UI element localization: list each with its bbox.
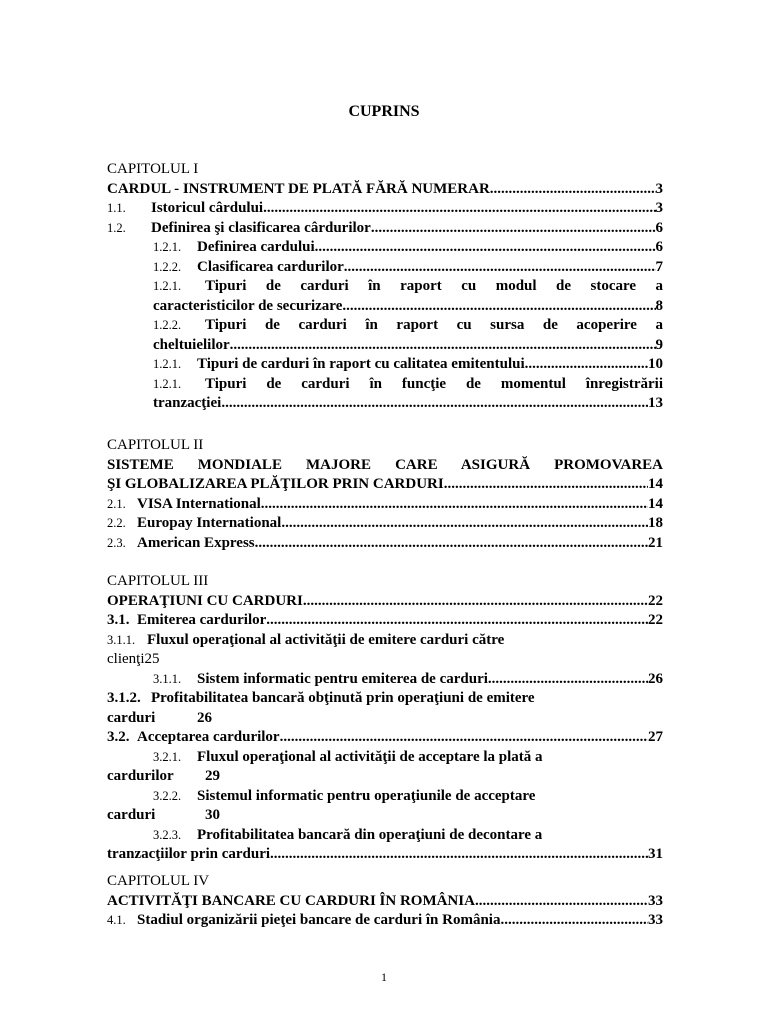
toc-entry[interactable]: 2.3. American Express ..... 21 [107,534,663,554]
toc-entry-continued[interactable]: ŞI GLOBALIZAREA PLĂŢILOR PRIN CARDURI ..... 14 [107,475,663,495]
chapter-4 [107,872,663,931]
toc-entry-continued[interactable]: tranzacţiilor prin carduri ..... 31 [107,845,663,865]
toc-entry[interactable]: 1.2.2. Clasificarea cardurilor ..... 7 [107,258,663,278]
chapter-label: CAPITOLUL I [107,161,199,177]
toc-entry[interactable]: 1.1. Istoricul cârdului ..... 3 [107,199,663,219]
toc-entry[interactable]: 1.2.1. Tipuri de carduri în raport cu calitatea emitentului ..... 10 [107,355,663,375]
toc-entry[interactable]: 3.1.2. Profitabilitatea bancară obţinută prin operaţiuni de emitere [107,690,535,706]
toc-entry[interactable]: OPERAŢIUNI CU CARDURI ..... 22 [107,592,663,612]
chapter-label: CAPITOLUL III [107,573,209,589]
toc-entry[interactable]: 1.2.1. Tipuri de carduri în raport cu modul de stocare a [153,278,663,294]
toc-entry-continued[interactable]: caracteristicilor de securizare ..... 8 [107,297,663,317]
toc-entry[interactable]: 1.2. Definirea şi clasificarea cârdurilor ..... 6 [107,219,663,239]
toc-entry[interactable]: 2.1. VISA International ..... 14 [107,495,663,515]
chapter-label: CAPITOLUL IV [107,873,210,889]
chapter-label: CAPITOLUL II [107,437,204,453]
chapter-2 [107,436,663,553]
toc-entry[interactable]: CARDUL - INSTRUMENT DE PLATĂ FĂRĂ NUMERAR ..... 3 [107,180,663,200]
toc-entry-continued[interactable]: cardurilor 29 [107,768,220,784]
toc-entry-continued[interactable]: cheltuielilor ..... 9 [107,336,663,356]
toc-entry-continued[interactable]: clienţi 25 [107,651,160,667]
page-title: CUPRINS [348,103,420,120]
toc-entry[interactable]: 3.2.3. Profitabilitatea bancară din operaţiuni de decontare a [153,826,543,843]
toc-entry-continued[interactable]: tranzacţiei ..... 13 [107,394,663,414]
toc-entry[interactable]: 1.2.1. Tipuri de carduri în funcţie de momentul înregistrării [153,375,663,392]
toc-entry[interactable]: 1.2.1. Definirea cardului ..... 6 [107,238,663,258]
toc-entry[interactable]: 2.2. Europay International ..... 18 [107,514,663,534]
page-number: 1 [381,970,387,984]
chapter-3 [107,572,663,865]
toc-entry[interactable]: 1.2.2. Tipuri de carduri în raport cu sursa de acoperire a [153,317,663,333]
toc-entry[interactable]: SISTEME MONDIALE MAJORE CARE ASIGURĂ PROMOVAREA [107,456,663,473]
toc-entry[interactable]: 3.1.1. Fluxul operaţional al activităţii de emitere carduri către [107,631,505,648]
toc-entry[interactable]: 3.2.1. Fluxul operaţional al activităţii de acceptare la plată a [153,748,543,765]
toc-entry[interactable]: ACTIVITĂŢI BANCARE CU CARDURI ÎN ROMÂNIA ..... 33 [107,892,663,912]
toc-entry[interactable]: 4.1. Stadiul organizării pieţei bancare de carduri în România ..... 33 [107,911,663,931]
toc-entry[interactable]: 3.2.2. Sistemul informatic pentru operaţiunile de acceptare [153,787,536,804]
toc-entry[interactable]: 3.1. Emiterea cardurilor ..... 22 [107,611,663,631]
toc-entry[interactable]: 3.2. Acceptarea cardurilor ..... 27 [107,728,663,748]
toc-entry[interactable]: 3.1.1. Sistem informatic pentru emiterea de carduri ..... 26 [107,670,663,690]
chapter-1 [107,160,663,414]
toc-entry-continued[interactable]: carduri 26 [107,709,212,726]
toc-entry-continued[interactable]: carduri 30 [107,807,220,823]
